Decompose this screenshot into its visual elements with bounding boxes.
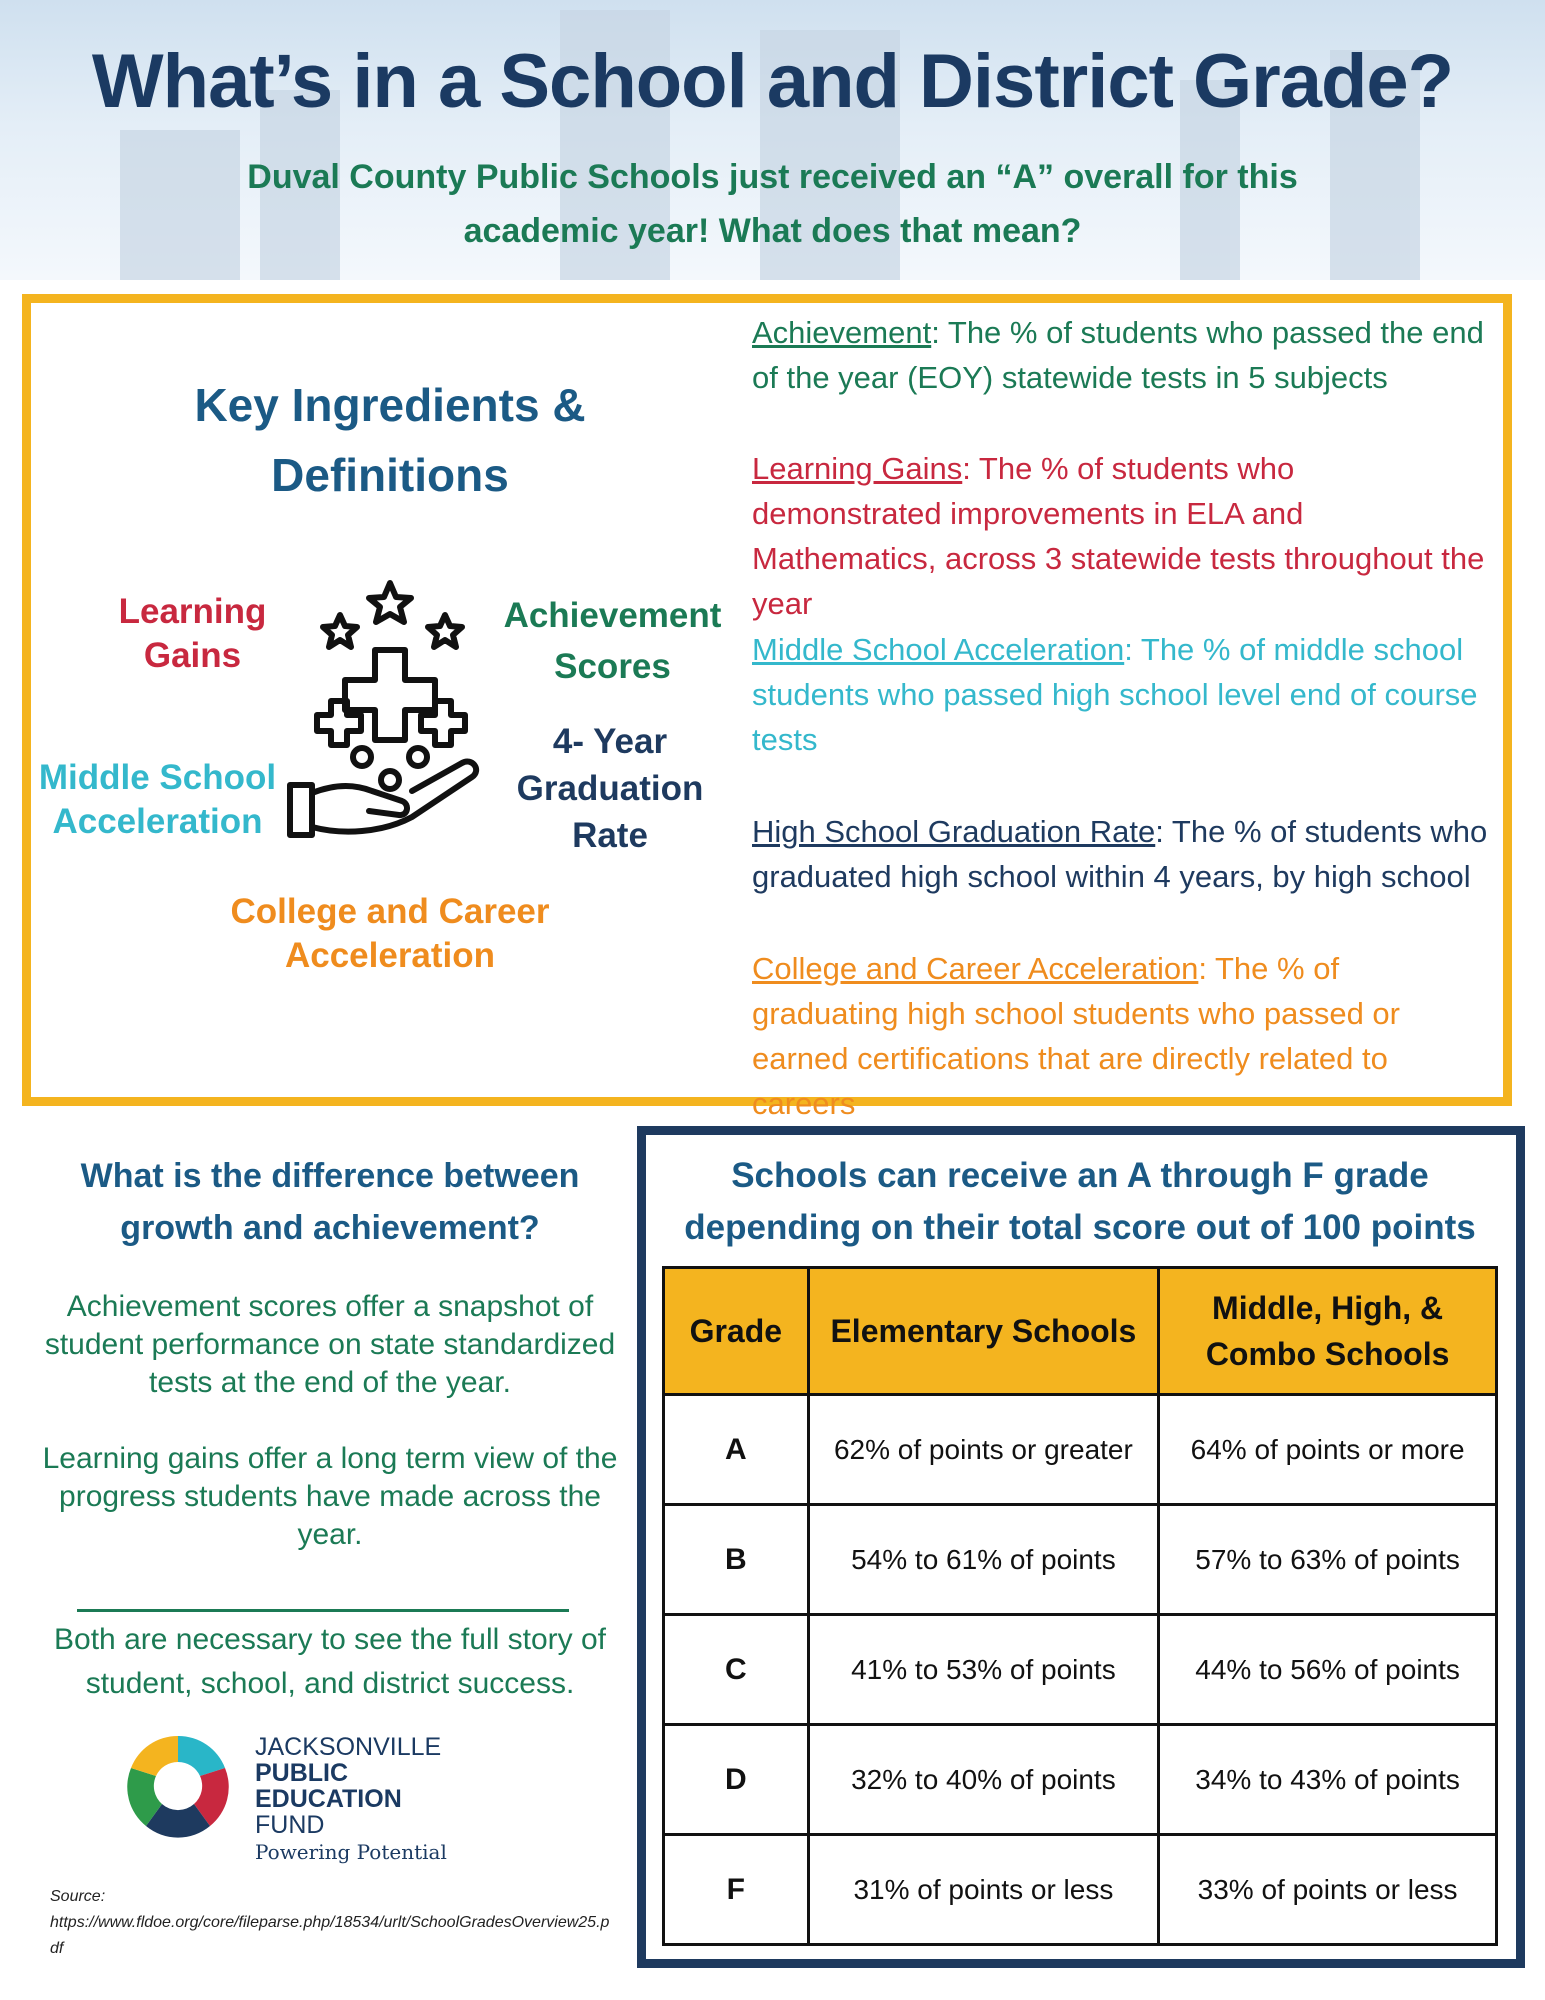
definition-term: College and Career Acceleration bbox=[752, 951, 1199, 986]
logo-wordmark bbox=[255, 1734, 441, 1838]
definition-term: Learning Gains bbox=[752, 451, 963, 486]
source-link[interactable]: https://www.fldoe.org/core/fileparse.php/18534/urlt/SchoolGradesOverview25.pdf bbox=[50, 1914, 610, 1957]
table-row bbox=[664, 1725, 1497, 1835]
grades-title: Schools can receive an A through F grade depending on their total score out of 100 points bbox=[684, 1156, 1476, 1247]
table-row bbox=[664, 1615, 1497, 1725]
conclusion-line: Both are necessary to see the full story of student, school, and district success. bbox=[54, 1623, 606, 1700]
middle-high-cell: 34% to 43% of points bbox=[1159, 1725, 1497, 1835]
grade-cell: C bbox=[664, 1615, 809, 1725]
grade-cell: B bbox=[664, 1505, 809, 1615]
logo-line: FUND bbox=[255, 1811, 325, 1839]
definition-college-career bbox=[752, 946, 1492, 1126]
label-graduation-rate bbox=[505, 718, 715, 859]
grades-table bbox=[662, 1266, 1498, 1946]
label-line: Acceleration bbox=[284, 936, 496, 975]
heading-line: Definitions bbox=[271, 449, 509, 501]
logo-line: EDUCATION bbox=[255, 1785, 402, 1813]
column-header-middle-high: Middle, High, & Combo Schools bbox=[1159, 1268, 1497, 1395]
conclusion-text bbox=[30, 1602, 630, 1706]
achievement-explanation: Achievement scores offer a snapshot of student performance on state standardized tests at the end of the year. bbox=[44, 1290, 616, 1399]
label-line: Gains bbox=[143, 636, 242, 675]
label-line: Achievement bbox=[503, 596, 722, 635]
definition-text: : The % of graduating high school students who passed or earned certifications that are directly related to careers bbox=[752, 951, 1400, 1121]
source-label: Source: bbox=[50, 1888, 106, 1905]
label-middle-school-acceleration bbox=[30, 756, 285, 844]
definition-middle-school bbox=[752, 627, 1492, 762]
ingredients-heading bbox=[140, 370, 640, 510]
elementary-cell: 62% of points or greater bbox=[808, 1395, 1159, 1505]
grade-cell: D bbox=[664, 1725, 809, 1835]
definition-text: : The % of middle school students who passed high school level end of course tests bbox=[752, 632, 1478, 757]
definition-text: : The % of students who demonstrated improvements in ELA and Mathematics, across 3 statewide tests throughout the year bbox=[752, 451, 1485, 621]
label-line: Rate bbox=[572, 816, 648, 855]
table-header-row bbox=[664, 1268, 1497, 1395]
elementary-cell: 31% of points or less bbox=[808, 1835, 1159, 1945]
source-citation bbox=[50, 1884, 610, 1962]
logo-line: JACKSONVILLE bbox=[255, 1733, 442, 1761]
subtitle-line: Duval County Public Schools just received an “A” overall for this bbox=[247, 158, 1298, 196]
middle-high-cell: 57% to 63% of points bbox=[1159, 1505, 1497, 1615]
page-subtitle bbox=[0, 150, 1545, 258]
table-row bbox=[664, 1505, 1497, 1615]
grade-cell: A bbox=[664, 1395, 809, 1505]
table-row bbox=[664, 1835, 1497, 1945]
definition-text: : The % of students who graduated high school within 4 years, by high school bbox=[752, 814, 1488, 894]
table-row bbox=[664, 1395, 1497, 1505]
jpef-logo-icon bbox=[122, 1730, 234, 1842]
grade-cell: F bbox=[664, 1835, 809, 1945]
label-achievement-scores bbox=[495, 590, 730, 692]
middle-high-cell: 64% of points or more bbox=[1159, 1395, 1497, 1505]
middle-high-cell: 44% to 56% of points bbox=[1159, 1615, 1497, 1725]
logo-tagline: Powering Potential bbox=[255, 1840, 447, 1864]
subtitle-line: academic year! What does that mean? bbox=[463, 212, 1082, 250]
middle-high-cell: 33% of points or less bbox=[1159, 1835, 1497, 1945]
label-line: Graduation bbox=[516, 769, 704, 808]
label-line: College and Career bbox=[230, 892, 550, 931]
definition-term: Achievement bbox=[752, 315, 932, 350]
hand-with-stars-icon bbox=[280, 575, 495, 845]
label-line: Learning bbox=[118, 592, 267, 631]
growth-question: What is the difference between growth and achievement? bbox=[80, 1157, 580, 1247]
elementary-cell: 41% to 53% of points bbox=[808, 1615, 1159, 1725]
label-line: Middle School bbox=[38, 758, 277, 797]
definition-text: : The % of students who passed the end of the year (EOY) statewide tests in 5 subjects bbox=[752, 315, 1484, 395]
elementary-cell: 54% to 61% of points bbox=[808, 1505, 1159, 1615]
label-line: Acceleration bbox=[52, 802, 263, 841]
learning-gains-explanation: Learning gains offer a long term view of the progress students have made across the year. bbox=[42, 1442, 618, 1551]
elementary-cell: 32% to 40% of points bbox=[808, 1725, 1159, 1835]
logo-line: PUBLIC bbox=[255, 1759, 349, 1787]
label-line: Scores bbox=[554, 647, 671, 686]
definition-learning-gains bbox=[752, 446, 1492, 626]
definition-graduation-rate bbox=[752, 809, 1492, 899]
definition-term: Middle School Acceleration bbox=[752, 632, 1125, 667]
definition-achievement bbox=[752, 310, 1492, 400]
label-college-career-acceleration bbox=[220, 890, 560, 978]
page-title: What’s in a School and District Grade? bbox=[91, 39, 1454, 124]
column-header-elementary: Elementary Schools bbox=[808, 1268, 1159, 1395]
definition-term: High School Graduation Rate bbox=[752, 814, 1156, 849]
column-header-grade: Grade bbox=[664, 1268, 809, 1395]
label-line: 4- Year bbox=[552, 722, 668, 761]
label-learning-gains bbox=[100, 590, 285, 678]
heading-line: Key Ingredients & bbox=[194, 379, 586, 431]
